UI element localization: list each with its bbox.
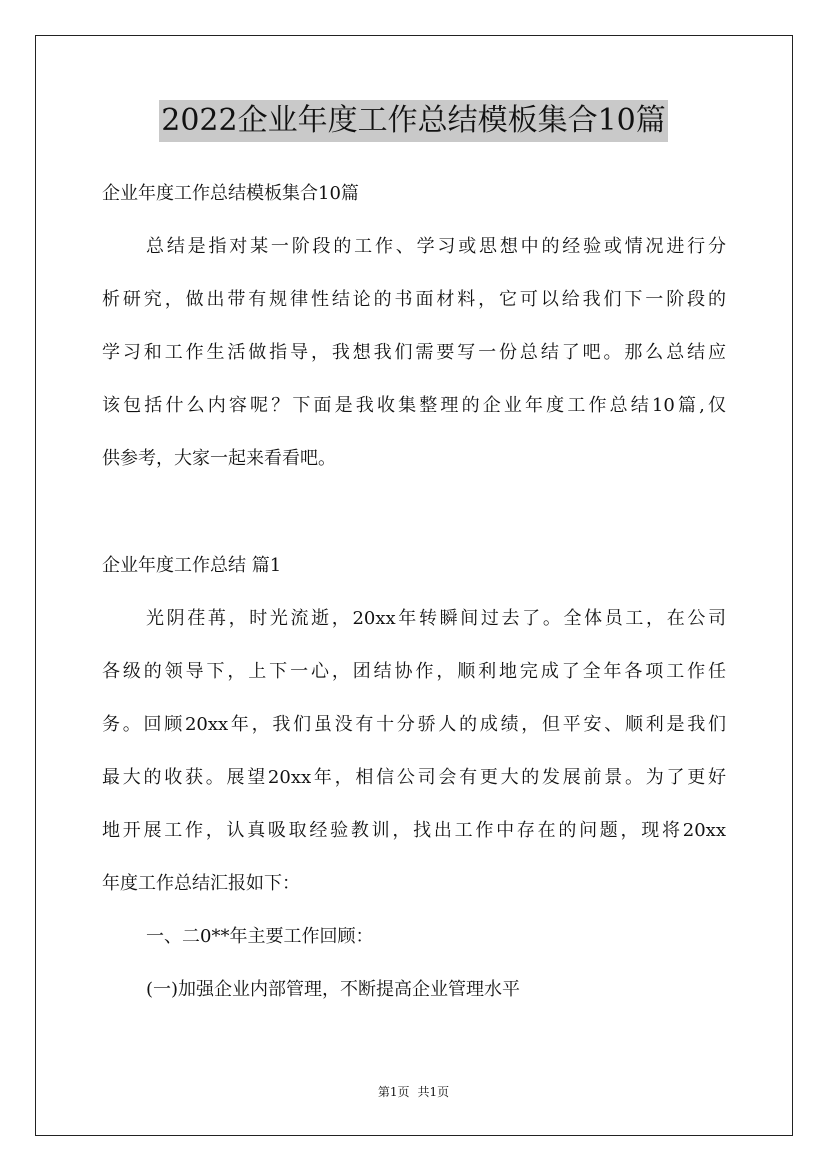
- outline-item-1: 一、二0**年主要工作回顾：: [146, 926, 374, 947]
- page-footer: [0, 1084, 827, 1100]
- body-paragraph: [102, 601, 726, 901]
- intro-line: 供参考，大家一起来看看吧。: [102, 448, 336, 469]
- body-line: 年度工作总结汇报如下：: [102, 873, 300, 894]
- page-total: 共1页: [417, 1085, 450, 1099]
- intro-line: 该包括什么内容呢？下面是我收集整理的企业年度工作总结10篇,仅: [102, 395, 726, 416]
- body-line: 务。回顾20xx年，我们虽没有十分骄人的成绩，但平安、顺利是我们: [102, 714, 726, 735]
- intro-paragraph: [102, 229, 726, 476]
- body-line: 光阴荏苒，时光流逝，20xx年转瞬间过去了。全体员工，在公司: [146, 608, 726, 629]
- intro-line: 析研究，做出带有规律性结论的书面材料，它可以给我们下一阶段的: [102, 289, 726, 310]
- document-subtitle: 企业年度工作总结模板集合10篇: [102, 183, 359, 204]
- page-number: 第1页: [377, 1085, 410, 1099]
- document-title: 2022企业年度工作总结模板集合10篇: [159, 100, 668, 142]
- section-heading: 企业年度工作总结 篇1: [102, 555, 282, 576]
- document-body: [102, 176, 726, 1007]
- body-line: 地开展工作，认真吸取经验教训，找出工作中存在的问题，现将20xx: [102, 820, 726, 841]
- body-line: 各级的领导下，上下一心，团结协作，顺利地完成了全年各项工作任: [102, 661, 726, 682]
- title-container: [0, 100, 827, 142]
- intro-line: 总结是指对某一阶段的工作、学习或思想中的经验或情况进行分: [146, 236, 726, 257]
- body-line: 最大的收获。展望20xx年，相信公司会有更大的发展前景。为了更好: [102, 767, 726, 788]
- outline-item-2: (一)加强企业内部管理，不断提高企业管理水平: [146, 979, 521, 1000]
- intro-line: 学习和工作生活做指导，我想我们需要写一份总结了吧。那么总结应: [102, 342, 726, 363]
